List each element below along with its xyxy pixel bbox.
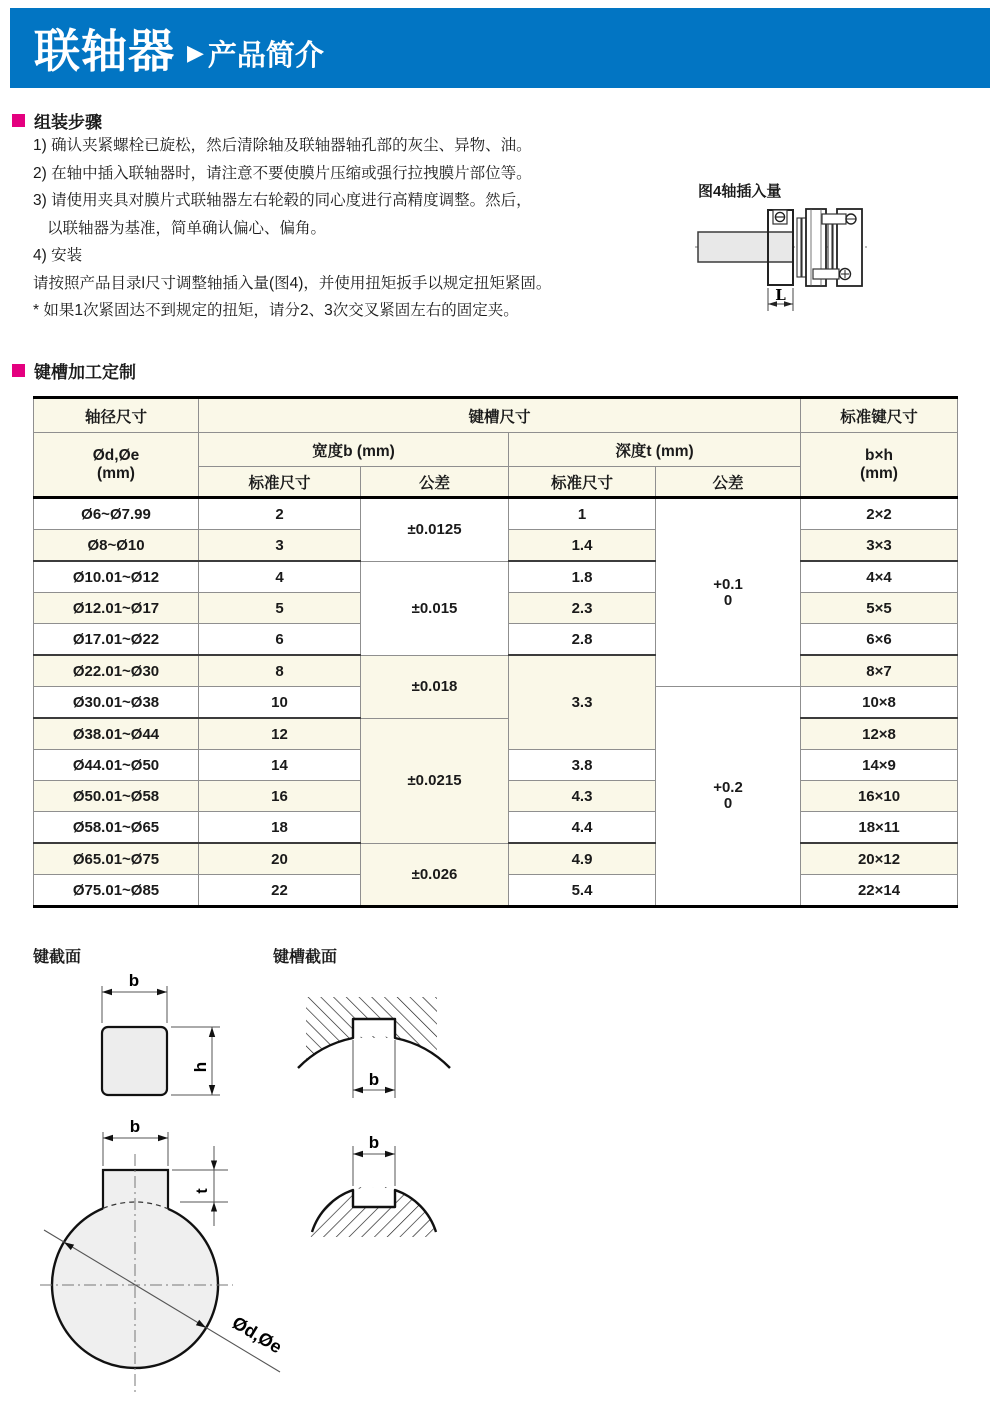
arrow-left-icon bbox=[353, 1087, 363, 1093]
cell-shaft-range: Ø6~Ø7.99 bbox=[34, 498, 199, 530]
cell-shaft-range: Ø58.01~Ø65 bbox=[34, 812, 199, 844]
cell-width-std: 4 bbox=[199, 561, 361, 593]
cell-depth-std: 3.3 bbox=[509, 655, 656, 750]
key-section-label: 键截面 bbox=[33, 949, 82, 966]
keyway-dimension-table bbox=[33, 396, 958, 908]
assembly-section-heading bbox=[12, 108, 102, 133]
header-std-size-width: 标准尺寸 bbox=[199, 467, 361, 498]
dim-label-t: t bbox=[194, 1188, 211, 1194]
cross-section-diagrams bbox=[28, 972, 508, 1402]
cell-depth-std: 4.4 bbox=[509, 812, 656, 844]
cell-shaft-range: Ø50.01~Ø58 bbox=[34, 781, 199, 812]
shaft bbox=[698, 232, 793, 262]
cell-depth-std: 4.3 bbox=[509, 781, 656, 812]
step-line: 3) 请使用夹具对膜片式联轴器左右轮毂的同心度进行高精度调整。然后， bbox=[33, 192, 532, 209]
section-bullet-icon bbox=[12, 114, 25, 127]
shaft-circle-drawing bbox=[40, 1117, 285, 1394]
cell-depth-std: 2.3 bbox=[509, 593, 656, 624]
header-shaft-sub bbox=[34, 433, 199, 498]
cell-width-tol: ±0.0125 bbox=[361, 498, 509, 562]
tolerance-lower: 0 bbox=[723, 591, 733, 609]
keyway-heading-text: 键槽加工定制 bbox=[34, 363, 136, 382]
cell-std-key: 12×8 bbox=[801, 718, 958, 750]
cell-depth-tol bbox=[656, 687, 801, 907]
cell-width-tol: ±0.015 bbox=[361, 561, 509, 655]
header-standard-key: 标准键尺寸 bbox=[801, 398, 958, 433]
arrow-right-icon bbox=[385, 1087, 395, 1093]
keyway-section-heading bbox=[12, 358, 136, 383]
step-line: * 如果1次紧固达不到规定的扭矩，请分2、3次交叉紧固左右的固定夹。 bbox=[33, 302, 519, 319]
cell-width-std: 20 bbox=[199, 843, 361, 875]
assembly-heading-text: 组装步骤 bbox=[34, 113, 102, 132]
arrow-right-icon: ▶ bbox=[187, 40, 204, 65]
cell-width-std: 5 bbox=[199, 593, 361, 624]
assembly-steps bbox=[33, 132, 683, 325]
cell-width-std: 3 bbox=[199, 530, 361, 562]
extension-lines bbox=[171, 1027, 220, 1095]
step-line: 以联轴器为基准，简单确认偏心、偏角。 bbox=[47, 219, 327, 237]
cell-width-tol: ±0.018 bbox=[361, 655, 509, 718]
dim-label-b: b bbox=[368, 1133, 380, 1152]
arrow-up-icon bbox=[211, 1202, 217, 1212]
header-std-size-depth: 标准尺寸 bbox=[509, 467, 656, 498]
cell-width-std: 12 bbox=[199, 718, 361, 750]
header-key-unit: (mm) bbox=[860, 464, 898, 482]
bolt-top bbox=[822, 214, 846, 224]
cell-width-std: 16 bbox=[199, 781, 361, 812]
cell-shaft-range: Ø38.01~Ø44 bbox=[34, 718, 199, 750]
arrow-right-icon bbox=[158, 1135, 168, 1141]
cell-std-key: 3×3 bbox=[801, 530, 958, 562]
dim-label-b: b bbox=[128, 972, 140, 990]
cell-std-key: 22×14 bbox=[801, 875, 958, 907]
cell-std-key: 18×11 bbox=[801, 812, 958, 844]
header-shaft-diameter: 轴径尺寸 bbox=[34, 398, 199, 433]
cell-width-std: 14 bbox=[199, 750, 361, 781]
figure4-caption: 图4轴插入量 bbox=[698, 183, 782, 200]
dim-label-L: L bbox=[775, 286, 786, 304]
cell-width-std: 22 bbox=[199, 875, 361, 907]
cell-width-std: 10 bbox=[199, 687, 361, 719]
cell-depth-tol bbox=[656, 498, 801, 687]
bolt-bottom bbox=[813, 269, 839, 279]
arrow-right-icon bbox=[385, 1151, 395, 1157]
arrow-down-icon bbox=[209, 1085, 215, 1095]
page-banner bbox=[10, 8, 990, 88]
figure4-coupling-drawing bbox=[695, 205, 963, 320]
page-subtitle: 产品简介 bbox=[207, 39, 324, 72]
cell-std-key: 6×6 bbox=[801, 624, 958, 656]
cell-width-tol: ±0.026 bbox=[361, 843, 509, 907]
cell-std-key: 14×9 bbox=[801, 750, 958, 781]
cell-width-std: 8 bbox=[199, 655, 361, 687]
arrow-left-icon bbox=[102, 989, 112, 995]
extension-lines bbox=[172, 1170, 228, 1202]
step-line: 请按照产品目录l尺寸调整轴插入量(图4)，并使用扭矩扳手以规定扭矩紧固。 bbox=[33, 274, 552, 292]
step-line: 4) 安装 bbox=[33, 247, 83, 264]
step-line: 1) 确认夹紧螺栓已旋松，然后清除轴及联轴器轴孔部的灰尘、异物、油。 bbox=[33, 137, 532, 154]
cell-shaft-range: Ø17.01~Ø22 bbox=[34, 624, 199, 656]
header-shaft-unit: (mm) bbox=[97, 464, 135, 482]
cell-std-key: 10×8 bbox=[801, 687, 958, 719]
cell-std-key: 5×5 bbox=[801, 593, 958, 624]
cell-depth-std: 1.8 bbox=[509, 561, 656, 593]
header-key-bh: b×h bbox=[865, 446, 894, 464]
dim-label-h: h bbox=[191, 1061, 210, 1073]
header-depth-t: 深度t (mm) bbox=[509, 433, 801, 467]
arrow-left-icon bbox=[353, 1151, 363, 1157]
header-keyway-size: 键槽尺寸 bbox=[199, 398, 801, 433]
cell-shaft-range: Ø75.01~Ø85 bbox=[34, 875, 199, 907]
tolerance-lower: 0 bbox=[723, 795, 733, 812]
membrane-plate bbox=[797, 218, 801, 277]
table-row bbox=[34, 843, 958, 875]
tolerance-upper: +0.1 bbox=[713, 575, 743, 593]
header-shaft-symbol: Ød,Øe bbox=[92, 446, 140, 464]
key-cross-section-drawing bbox=[102, 972, 220, 1095]
cell-depth-std: 1.4 bbox=[509, 530, 656, 562]
dim-label-diameter: Ød,Øe bbox=[228, 1312, 286, 1358]
cell-width-tol: ±0.0215 bbox=[361, 718, 509, 843]
cell-shaft-range: Ø12.01~Ø17 bbox=[34, 593, 199, 624]
cell-std-key: 2×2 bbox=[801, 498, 958, 530]
header-width-b: 宽度b (mm) bbox=[199, 433, 509, 467]
cell-shaft-range: Ø10.01~Ø12 bbox=[34, 561, 199, 593]
table-row bbox=[34, 718, 958, 750]
cell-std-key: 16×10 bbox=[801, 781, 958, 812]
header-key-sub bbox=[801, 433, 958, 498]
cell-std-key: 4×4 bbox=[801, 561, 958, 593]
arrow-right-icon bbox=[157, 989, 167, 995]
arrow-up-icon bbox=[209, 1027, 215, 1037]
tolerance-upper: +0.2 bbox=[713, 779, 743, 796]
arrow-left-icon bbox=[103, 1135, 113, 1141]
cell-width-std: 6 bbox=[199, 624, 361, 656]
cell-width-std: 18 bbox=[199, 812, 361, 844]
cell-width-std: 2 bbox=[199, 498, 361, 530]
table-row bbox=[34, 498, 958, 530]
cell-shaft-range: Ø8~Ø10 bbox=[34, 530, 199, 562]
cell-shaft-range: Ø30.01~Ø38 bbox=[34, 687, 199, 719]
dim-label-b: b bbox=[368, 1070, 380, 1089]
keyway-section-label: 键槽截面 bbox=[273, 949, 338, 966]
table-row bbox=[34, 561, 958, 593]
cell-depth-std: 3.8 bbox=[509, 750, 656, 781]
cell-depth-std: 4.9 bbox=[509, 843, 656, 875]
key-square bbox=[102, 1027, 167, 1095]
dim-label-b: b bbox=[129, 1117, 141, 1136]
arrow-down-icon bbox=[211, 1161, 217, 1171]
step-line: 2) 在轴中插入联轴器时，请注意不要使膜片压缩或强行拉拽膜片部位等。 bbox=[33, 164, 532, 182]
cell-depth-std: 5.4 bbox=[509, 875, 656, 907]
shaft-keyway-drawing bbox=[309, 1133, 439, 1317]
cell-shaft-range: Ø65.01~Ø75 bbox=[34, 843, 199, 875]
table-row bbox=[34, 655, 958, 687]
cell-shaft-range: Ø22.01~Ø30 bbox=[34, 655, 199, 687]
cell-depth-std: 1 bbox=[509, 498, 656, 530]
section-bullet-icon bbox=[12, 364, 25, 377]
page-title: 联轴器 bbox=[34, 25, 175, 77]
header-tolerance-width: 公差 bbox=[361, 467, 509, 498]
header-tolerance-depth: 公差 bbox=[656, 467, 801, 498]
cell-shaft-range: Ø44.01~Ø50 bbox=[34, 750, 199, 781]
cell-depth-std: 2.8 bbox=[509, 624, 656, 656]
membrane-plate bbox=[828, 218, 832, 277]
cell-std-key: 20×12 bbox=[801, 843, 958, 875]
cell-std-key: 8×7 bbox=[801, 655, 958, 687]
